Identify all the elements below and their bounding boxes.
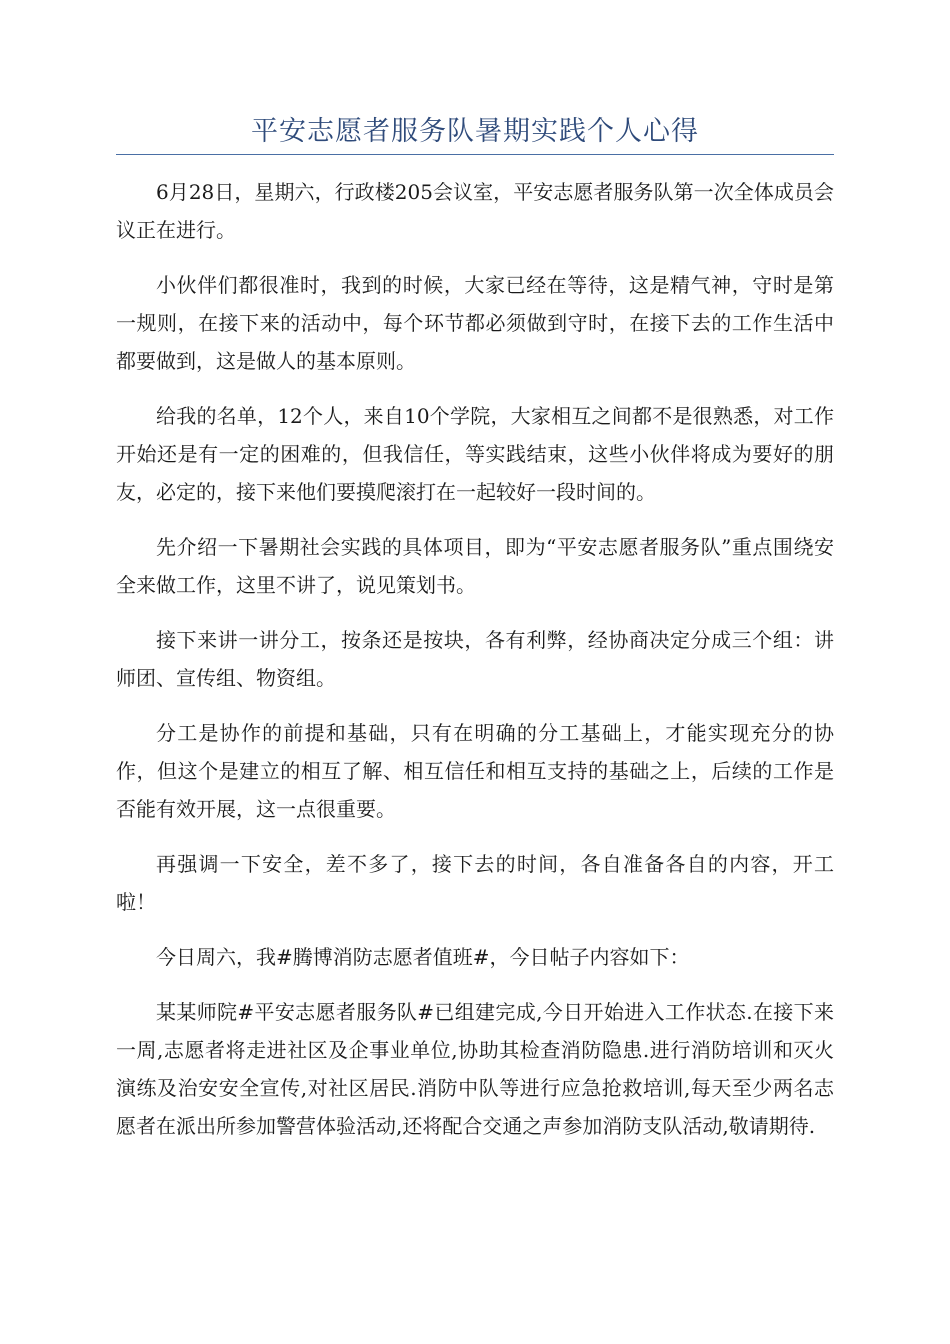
paragraph-9: 某某师院#平安志愿者服务队#已组建完成,今日开始进入工作状态.在接下来一周,志愿者将走进社区及企事业单位,协助其检查消防隐患.进行消防培训和灭火演练及治安安全宣传,对社区居民.消防中队等进行应急抢救培训,每天至少两名志愿者在派出所参加警营体验活动,还将配合交通之声参加消防支队活动,敬请期待. [116,1000,834,1138]
paragraph-6: 分工是协作的前提和基础，只有在明确的分工基础上，才能实现充分的协作，但这个是建立的相互了解、相互信任和相互支持的基础之上，后续的工作是否能有效开展，这一点很重要。 [116,721,834,821]
paragraph-8: 今日周六，我#腾博消防志愿者值班#，今日帖子内容如下： [156,945,690,969]
paragraph-5: 接下来讲一讲分工，按条还是按块，各有利弊，经协商决定分成三个组：讲师团、宣传组、物资组。 [116,628,834,690]
paragraph-7: 再强调一下安全，差不多了，接下去的时间，各自准备各自的内容，开工啦！ [116,852,834,914]
paragraph-3: 给我的名单，12个人，来自10个学院，大家相互之间都不是很熟悉，对工作开始还是有一定的困难的，但我信任，等实践结束，这些小伙伴将成为要好的朋友，必定的，接下来他们要摸爬滚打在一起较好一段时间的。 [116,404,834,504]
document-page [116,112,834,1162]
document-title: 平安志愿者服务队暑期实践个人心得 [116,112,834,155]
document-body [116,173,834,1145]
paragraph-2: 小伙伴们都很准时，我到的时候，大家已经在等待，这是精气神，守时是第一规则，在接下来的活动中，每个环节都必须做到守时，在接下去的工作生活中都要做到，这是做人的基本原则。 [116,273,834,373]
paragraph-4: 先介绍一下暑期社会实践的具体项目，即为“平安志愿者服务队”重点围绕安全来做工作，这里不讲了，说见策划书。 [116,535,834,597]
paragraph-1: 6月28日，星期六，行政楼205会议室，平安志愿者服务队第一次全体成员会议正在进行。 [116,180,834,242]
